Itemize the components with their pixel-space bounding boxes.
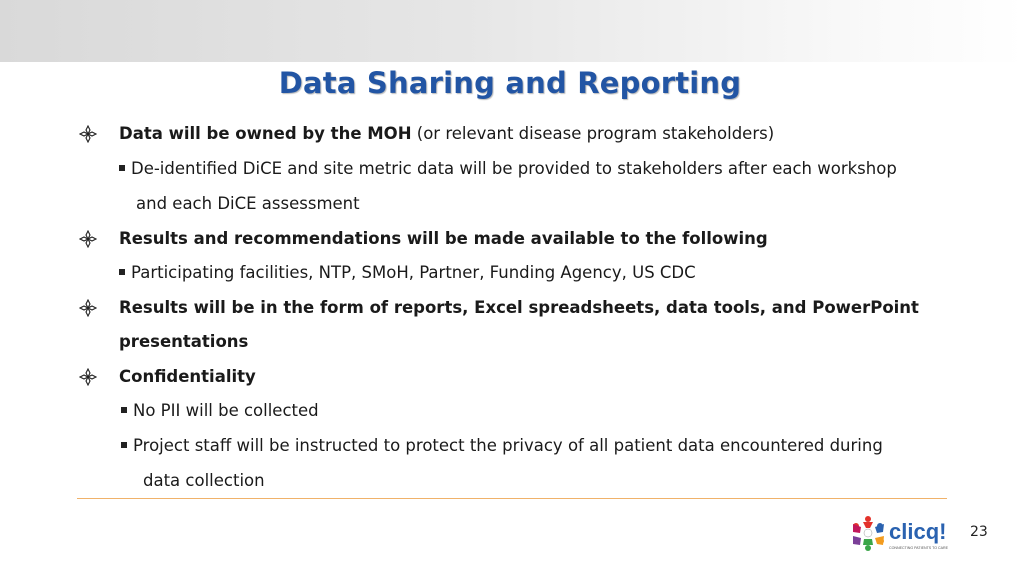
logo-text: clicq! [889, 519, 947, 544]
bullet-2-sub-1-text: Participating facilities, NTP, SMoH, Partner, Funding Agency, US CDC [131, 263, 696, 282]
bullet-4: Confidentiality [119, 367, 256, 386]
page-number: 23 [970, 524, 988, 540]
slide-title: Data Sharing and Reporting [278, 66, 742, 100]
bullet-4-sub-2 [121, 435, 883, 457]
diamond-bullet-icon [79, 299, 97, 317]
bullet-1-rest: (or relevant disease program stakeholders) [411, 124, 775, 143]
bullet-1-bold: Data will be owned by the MOH [119, 124, 412, 143]
footer-divider [77, 498, 947, 499]
square-bullet-icon [119, 165, 125, 171]
diamond-bullet-icon [79, 368, 97, 386]
diamond-bullet-icon [79, 230, 97, 248]
clicq-logo [851, 512, 963, 554]
header-band [0, 0, 1024, 62]
logo-figures-icon [853, 516, 884, 551]
square-bullet-icon [119, 269, 125, 275]
bullet-1 [119, 123, 774, 145]
bullet-3-cont: presentations [119, 332, 249, 351]
bullet-4-sub-2-text: Project staff will be instructed to protect the privacy of all patient data encountered during [133, 436, 883, 455]
bullet-2-sub-1 [119, 262, 696, 284]
diamond-bullet-icon [79, 125, 97, 143]
bullet-1-sub-1-cont: and each DiCE assessment [136, 194, 360, 213]
bullet-1-sub-1 [119, 158, 897, 180]
logo-tagline: CONNECTING PATIENTS TO CARE [889, 546, 949, 550]
bullet-4-sub-1-text: No PII will be collected [133, 401, 319, 420]
bullet-4-sub-1 [121, 400, 319, 422]
bullet-3: Results will be in the form of reports, Excel spreadsheets, data tools, and PowerPoint [119, 298, 919, 317]
bullet-1-sub-1-text: De-identified DiCE and site metric data will be provided to stakeholders after each workshop [131, 159, 897, 178]
square-bullet-icon [121, 442, 127, 448]
bullet-2: Results and recommendations will be made available to the following [119, 229, 768, 248]
bullet-4-sub-2-cont: data collection [143, 471, 265, 490]
square-bullet-icon [121, 407, 127, 413]
